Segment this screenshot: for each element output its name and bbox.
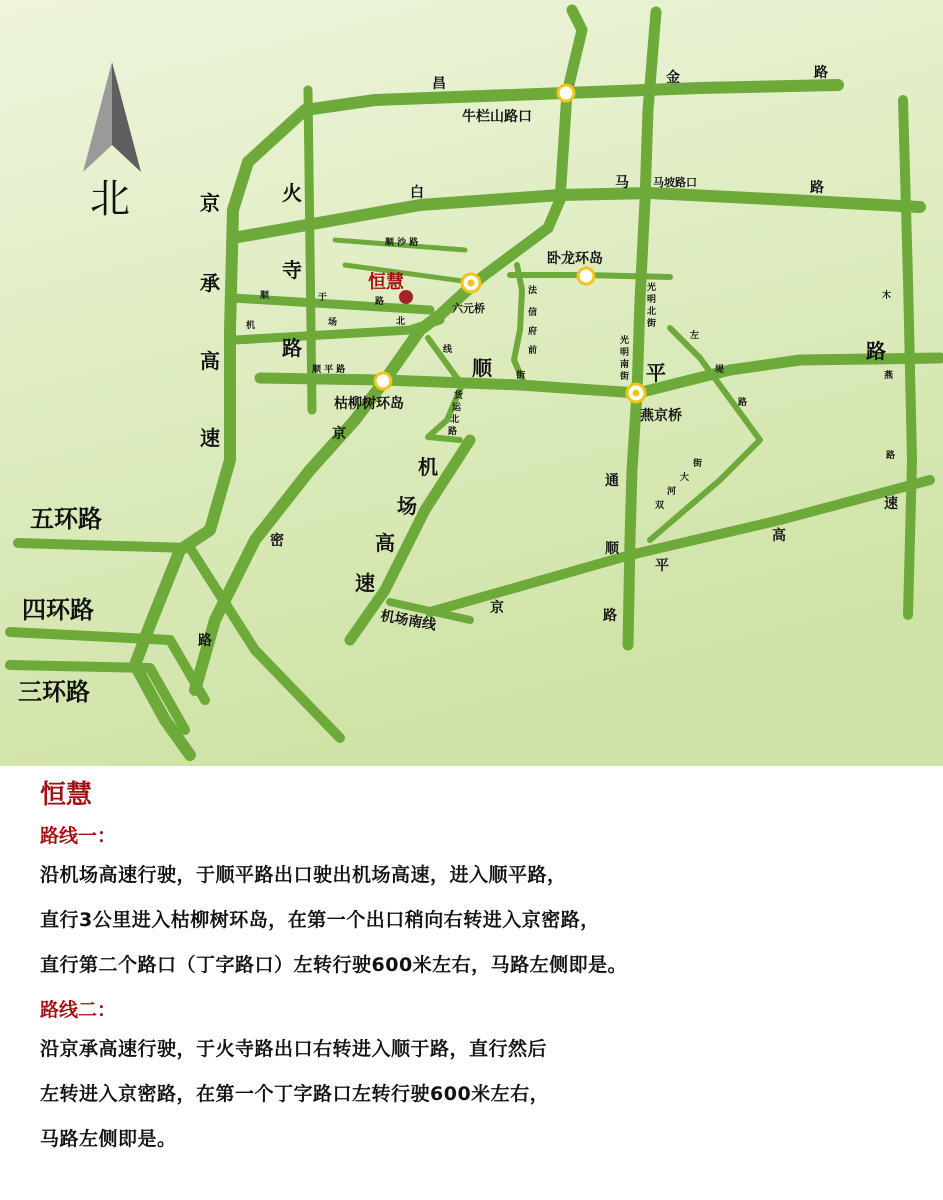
road-label-su: 速: [200, 426, 220, 450]
road-label-gmnj-4: 街: [620, 372, 630, 382]
road-label-muyan-3: 路: [886, 451, 896, 461]
road-label-jingping-1: 京: [490, 600, 504, 616]
road-label-ma: 马: [615, 175, 629, 191]
road-label-gmbj-4: 街: [647, 319, 657, 329]
route2-heading: 路线二：: [40, 999, 117, 1021]
route1-line-3: 直行第二个路口（丁字路口）左转行驶600米左右，马路左侧即是。: [40, 954, 628, 976]
road-label-gmbj-1: 光: [647, 283, 657, 293]
road-label-shuanghe-1: 双: [655, 501, 665, 511]
marker-niulanshan-icon: [558, 85, 574, 101]
route1-line-2: 直行3公里进入枯柳树环岛，在第一个出口稍向右转进入京密路，: [40, 909, 600, 931]
road-label-airport-1: 机: [418, 455, 438, 479]
road-label-east-lu: 路: [866, 339, 886, 363]
road-label-si: 寺: [282, 258, 302, 282]
road-label-jing: 京: [200, 191, 220, 215]
road-label-gmnj-1: 光: [620, 336, 630, 346]
road-label-faxin-3: 府: [528, 327, 538, 337]
route2-line-1: 沿京承高速行驶，于火寺路出口右转进入顺于路，直行然后: [40, 1038, 548, 1060]
road-label-muyan-1: 木: [882, 291, 892, 301]
road-label-zuodi-1: 左: [690, 331, 700, 341]
ring-road-3: 三环路: [18, 678, 90, 706]
road-label-airport-2: 场: [397, 494, 417, 518]
road-label-shunsha: 顺 沙 路: [385, 238, 419, 248]
road-label-tongshun-2: 顺: [605, 541, 619, 557]
road-label-faxin-2: 信: [528, 308, 538, 318]
road-label-bai: 白: [410, 185, 424, 201]
road-label-zuodi-3: 路: [738, 398, 748, 408]
road-label-chang: 昌: [432, 76, 446, 92]
road-label-huoyun-3: 北: [450, 415, 460, 425]
marker-kuliushu-icon: [375, 373, 391, 389]
road-label-shuanghe-2: 河: [667, 487, 677, 497]
road-label-shun-yu-1: 顺: [260, 291, 270, 301]
road-label-jin: 金: [666, 70, 680, 86]
road-label-shunping-left: 顺 平 路: [312, 365, 346, 375]
road-label-shuanghe-4: 街: [693, 459, 703, 469]
road-label-jingmi-3: 路: [198, 633, 212, 649]
road-label-shuanghe-3: 大: [680, 473, 690, 483]
road-label-jcbx-4: 线: [443, 345, 453, 355]
road-label-jingping-3: 高: [772, 528, 786, 544]
road-label-jingmi-1: 京: [332, 426, 346, 442]
route2-line-2: 左转进入京密路，在第一个丁字路口左转行驶600米左右，: [40, 1083, 550, 1105]
route-directions: [40, 772, 920, 1169]
destination-label: 恒慧: [368, 272, 404, 293]
road-label-gmnj-2: 明: [620, 348, 630, 358]
ring-road-5: 五环路: [30, 505, 102, 533]
road-label-jingping-4: 速: [884, 496, 898, 512]
road-label-huoyun-2: 运: [452, 403, 462, 413]
road-label-jingping-2: 平: [655, 558, 669, 574]
road-label-airport-4: 速: [355, 571, 375, 595]
ring-road-4: 四环路: [22, 596, 94, 624]
road-label-muyan-2: 燕: [884, 371, 894, 381]
route1-line-1: 沿机场高速行驶，于顺平路出口驶出机场高速，进入顺平路，: [40, 864, 567, 886]
route2-line-3: 马路左侧即是。: [40, 1128, 177, 1150]
road-label-huoyun-4: 路: [448, 427, 458, 437]
node-mapo: 马坡路口: [653, 176, 697, 189]
road-label-huo: 火: [282, 181, 302, 205]
road-label-huosi-lu: 路: [282, 336, 302, 360]
road-label-jcbx-3: 北: [396, 317, 406, 327]
node-niulanshan: 牛栏山路口: [462, 109, 532, 125]
road-label-gmbj-3: 北: [647, 307, 657, 317]
directions-title: 恒慧: [40, 780, 93, 810]
node-wolong: 卧龙环岛: [547, 251, 603, 267]
road-label-zuodi-2: 堤: [715, 365, 725, 375]
road-huosi: [308, 90, 312, 410]
road-label-jingmi-2: 密: [270, 533, 284, 549]
road-label-tongshun-3: 路: [603, 608, 617, 624]
route1-heading: 路线一：: [40, 825, 117, 847]
road-label-shun-yu-3: 路: [375, 297, 385, 307]
node-liuyuan: 六元桥: [452, 302, 485, 315]
road-label-airport-3: 高: [375, 531, 395, 555]
road-label-gmbj-2: 明: [647, 295, 657, 305]
road-label-faxin-1: 法: [528, 286, 538, 296]
road-label-airport-south: 机场南线: [379, 608, 438, 634]
road-label-faxin-5: 街: [516, 371, 526, 381]
road-label-cheng: 承: [200, 271, 220, 295]
road-label-faxin-4: 前: [528, 346, 538, 356]
node-kuliushu: 枯柳树环岛: [334, 396, 404, 412]
marker-wolong-icon: [578, 268, 594, 284]
road-label-jcbx-2: 场: [328, 318, 338, 328]
road-label-gmnj-3: 南: [620, 360, 630, 370]
road-label-changjin-lu: 路: [814, 65, 828, 81]
north-label: 北: [90, 176, 130, 222]
road-label-shun: 顺: [472, 356, 492, 380]
road-label-gao: 高: [200, 349, 220, 373]
road-label-ping: 平: [646, 361, 666, 385]
road-label-huoyun-1: 货: [454, 391, 464, 401]
road-label-jcbx-1: 机: [246, 321, 256, 331]
node-yanjing: 燕京桥: [640, 408, 682, 424]
road-label-baima-lu: 路: [810, 180, 824, 196]
road-label-tongshun-1: 通: [605, 473, 619, 489]
road-label-shun-yu-2: 于: [318, 293, 328, 303]
